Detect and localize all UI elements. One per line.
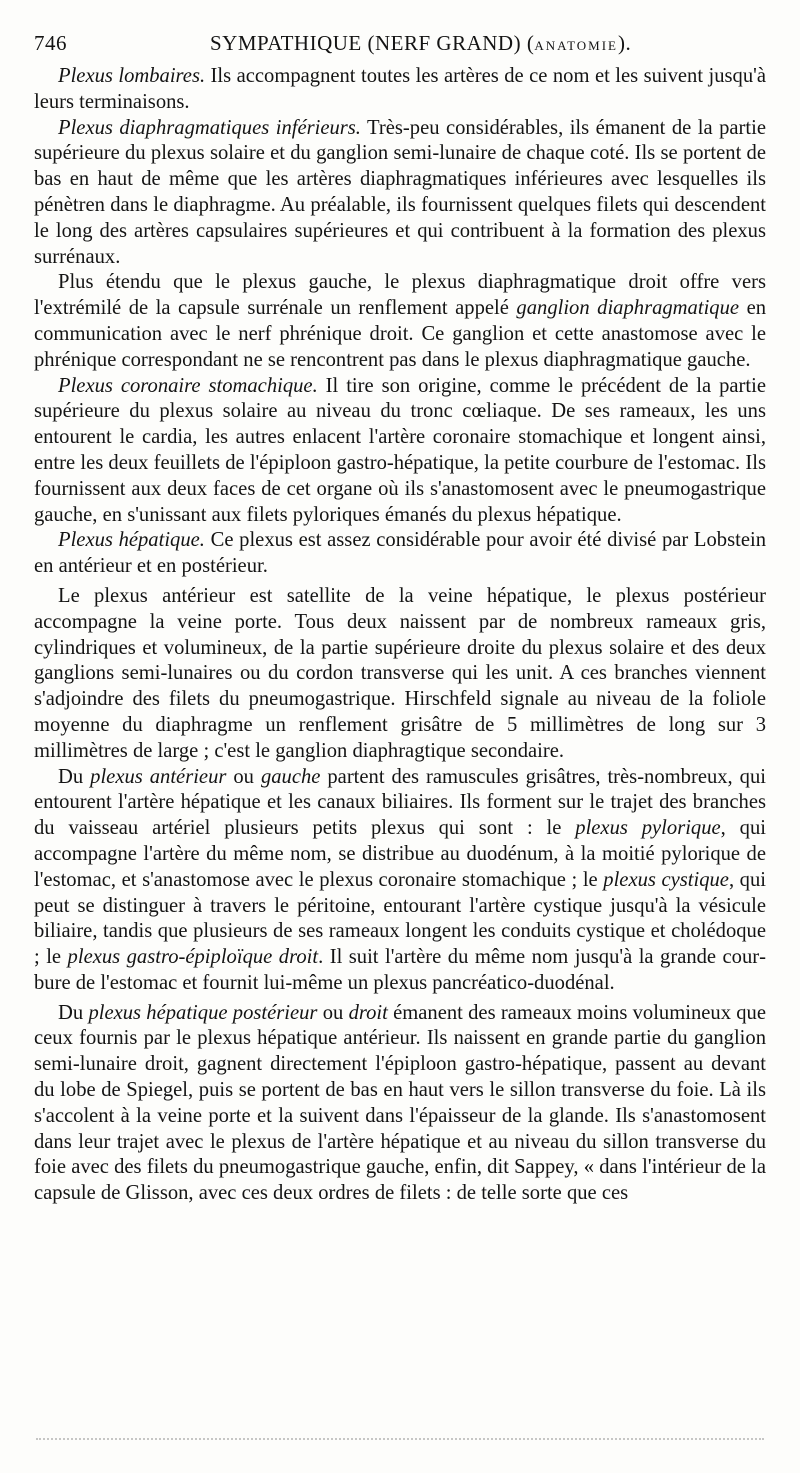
paragraph-text: , qui peut se distinguer à travers le péritoine, entourant l'artère cystique jusqu'à la vésicule biliaire, tandis que plusieurs de ses rameaux longent les conduits cystique et cholédoque ; le	[34, 868, 766, 969]
section-heading: Plexus lombaires.	[58, 65, 206, 87]
running-title-end: ).	[618, 31, 632, 55]
italic-term: plexus hépatique postérieur	[88, 1001, 318, 1024]
paragraph-text: . Il suit l'artère du même nom jusqu'à la grande courbure de l'estomac et fournit lui-même un plexus pancréatico-duodénal.	[34, 946, 766, 994]
italic-term: plexus gastro-épiploïque droit	[67, 946, 319, 969]
paragraph-text: en communication avec le nerf phrénique droit. Ce ganglion et cette anastomose avec le phrénique correspondant ne se rencontrent pas dans le plexus diaphragmatique gauche.	[34, 297, 767, 371]
footer-divider	[36, 1438, 764, 1440]
paragraph-plexus-diaphragmatiques	[34, 116, 766, 271]
paragraph-text: Du	[58, 1001, 89, 1024]
paragraph-plexus-anterieur	[34, 765, 766, 997]
running-title	[210, 28, 631, 61]
body-text	[34, 64, 766, 1207]
paragraph-text: Très-peu considérables, ils émanent de la partie supérieure du plexus solaire et du ganglion semi-lunaire de chaque coté. Ils se portent de bas en haut de même que les artères diaphragmatiques inférieures avec lesquelles ils pénètren dans le diaphragme. Au préalable, ils fournissent quelques filets qui descendent le long des artères capsulaires supérieures et qui contribuent à la formation des plexus surrénaux.	[34, 116, 766, 268]
paragraph-plexus-anterieur-posterieur	[34, 584, 766, 765]
paragraph-plexus-hepatique	[34, 528, 766, 580]
paragraph-text: Plus étendu que le plexus gauche, le plexus diaphragmatique droit offre vers l'extrémilé de la capsule surrénale un renflement appelé	[34, 271, 766, 320]
paragraph-text: partent des ramuscules grisâtres, très-nombreux, qui entourent l'artère hépatique et les canaux biliaires. Ils forment sur le trajet des branches du vaisseau artériel plusieurs petits plexus qui sont : le	[34, 765, 766, 840]
italic-term: plexus antérieur	[90, 765, 227, 788]
section-heading: Plexus diaphragmatiques inférieurs.	[58, 116, 361, 139]
paragraph-text: Le plexus antérieur est satellite de la veine hépatique, le plexus postérieur accompagne la veine porte. Tous deux naissent par de nombreux rameaux gris, cylindriques et volumineux, de la partie supérieure droite du plexus solaire et des deux ganglions semi-lunaires ou du cordon transverse qui les unit. A ces branches viennent s'adjoindre des filets du pneumogastrique. Hirschfeld signale au niveau de la foliole moyenne du diaphragme un renflement grisâtre de 5 millimètres de long sur 3 millimètres de large ; c'est le ganglion diaphragtique secondaire.	[34, 584, 766, 762]
running-title-main: SYMPATHIQUE (NERF GRAND) (	[210, 31, 535, 55]
paragraph-plexus-diaphragmatique-droit	[34, 270, 766, 373]
paragraph-text: Il tire son origine, comme le précédent de la partie supérieure du plexus solaire au niveau du tronc cœliaque. De ses rameaux, les uns entourent le cardia, les autres enlacent l'artère coronaire stomachique et longent ainsi, entre les deux feuillets de l'épiploon gastro-hépatique, la petite courbure de l'estomac. Ils fournissent aux deux faces de cet organe où ils s'anastomosent avec le pneumogastrique gauche, en s'unissant aux filets pyloriques émanés du plexus hépatique.	[34, 374, 766, 526]
paragraph-text: Du	[58, 765, 91, 788]
running-header	[34, 28, 766, 58]
italic-term: droit	[348, 1001, 388, 1024]
italic-term: plexus cystique	[603, 868, 729, 891]
paragraph-text: émanent des rameaux moins volumineux que ceux fournis par le plexus hépatique antérieur. Ils naissent en grande partie du ganglion semi-lunaire droit, gagnent directement l'épiploon gastro-hépatique, passent au devant du lobe de Spiegel, puis se portent de bas en haut vers le sillon transverse du foie. Là ils s'accolent à la veine porte et la suivent dans l'épaisseur de la glande. Ils s'anastomosent dans leur trajet avec le plexus de l'artère hépatique et au niveau du sillon transverse du foie avec des filets du pneumogastrique gauche, enfin, dit Sappey, « dans l'intérieur de la capsule de Glisson, avec ces deux ordres de filets : de telle sorte que ces	[34, 1001, 766, 1205]
paragraph-plexus-lombaires	[34, 64, 766, 116]
section-heading: Plexus hépatique.	[58, 529, 205, 552]
paragraph-plexus-posterieur	[34, 1001, 766, 1207]
paragraph-text: Ils accompagnent toutes les artères de ce nom et les suivent jusqu'à leurs terminaisons.	[34, 65, 766, 113]
section-heading: Plexus coronaire stomachique.	[58, 374, 318, 397]
italic-term: plexus pylorique	[575, 817, 721, 840]
italic-term: gauche	[260, 765, 321, 788]
page-number: 746	[34, 31, 67, 55]
paragraph-text: ou	[226, 765, 261, 788]
paragraph-text: , qui accompagne l'artère du même nom, se distribue au duodénum, à la moitié pylorique de l'estomac, et s'anastomose avec le plexus coronaire stomachique ; le	[34, 817, 766, 891]
paragraph-text: ou	[317, 1001, 349, 1024]
running-title-smallcaps: ANATOMIE	[534, 38, 618, 53]
paragraph-text: Ce plexus est assez considérable pour avoir été divisé par Lobstein en antérieur et en postérieur.	[34, 529, 766, 578]
paragraph-plexus-coronaire	[34, 374, 766, 529]
italic-term: ganglion diaphragmatique	[516, 297, 740, 320]
